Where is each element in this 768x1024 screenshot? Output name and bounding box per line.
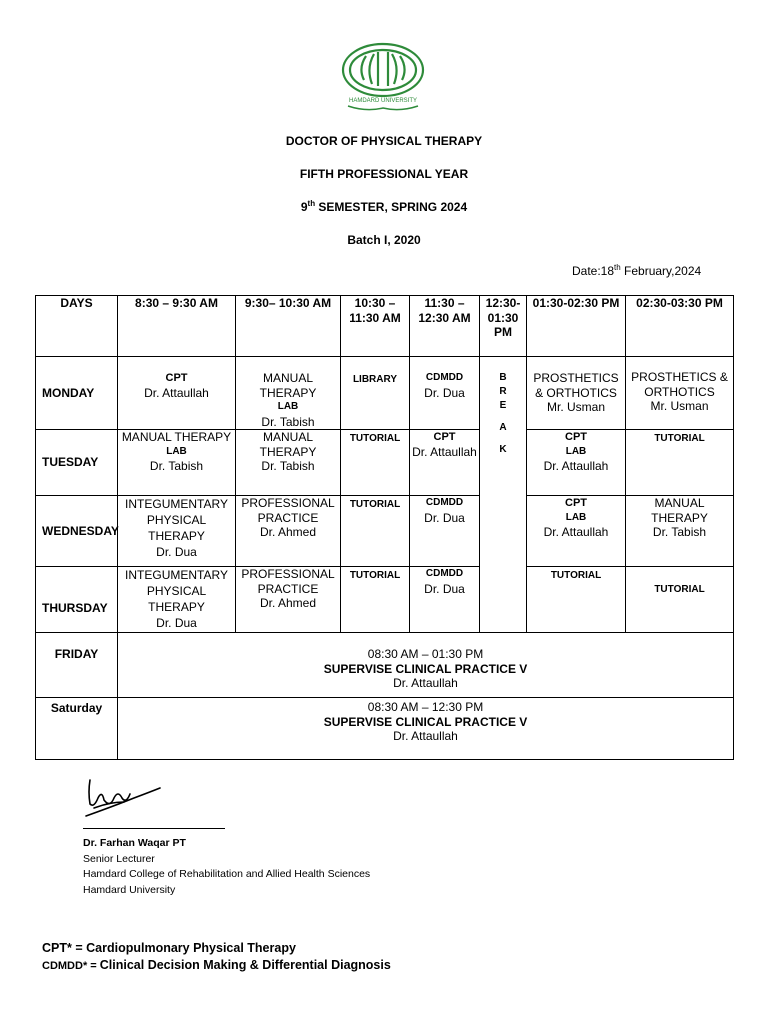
thursday-slot-4: CDMDD Dr. Dua (410, 567, 480, 633)
col-header-slot-4: 11:30 – 12:30 AM (410, 296, 480, 357)
saturday-session: 08:30 AM – 12:30 PM SUPERVISE CLINICAL PRACTICE V Dr. Attaullah (118, 698, 734, 760)
col-header-break: 12:30-01:30 PM (480, 296, 527, 357)
semester-title: 9th SEMESTER, SPRING 2024 (300, 199, 468, 214)
signatory-name: Dr. Farhan Waqar PT (83, 837, 186, 849)
day-wednesday: WEDNESDAY (36, 496, 118, 567)
batch-title: Batch I, 2020 (347, 233, 421, 247)
program-title: DOCTOR OF PHYSICAL THERAPY (285, 134, 483, 148)
thursday-slot-2: PROFESSIONAL PRACTICE Dr. Ahmed (236, 567, 341, 633)
thursday-slot-1: INTEGUMENTARY PHYSICAL THERAPY Dr. Dua (118, 567, 236, 633)
wednesday-slot-3: TUTORIAL (341, 496, 410, 567)
row-tuesday (36, 430, 734, 496)
tuesday-slot-3: TUTORIAL (341, 430, 410, 496)
col-header-slot-7: 02:30-03:30 PM (626, 296, 734, 357)
wednesday-slot-7: MANUAL THERAPY Dr. Tabish (626, 496, 734, 567)
thursday-slot-6: TUTORIAL (527, 567, 626, 633)
friday-session: 08:30 AM – 01:30 PM SUPERVISE CLINICAL PRACTICE V Dr. Attaullah (118, 633, 734, 698)
year-title: FIFTH PROFESSIONAL YEAR (299, 167, 469, 181)
tuesday-slot-7: TUTORIAL (626, 430, 734, 496)
thursday-slot-3: TUTORIAL (341, 567, 410, 633)
day-monday: MONDAY (36, 357, 118, 430)
monday-slot-3: LIBRARY (341, 357, 410, 430)
signatory-university: Hamdard University (83, 883, 176, 896)
monday-slot-2: MANUAL THERAPY LAB Dr. Tabish (236, 357, 341, 430)
tuesday-slot-1: MANUAL THERAPY LAB Dr. Tabish (118, 430, 236, 496)
footnote-cdmdd: CDMDD* = Clinical Decision Making & Differential Diagnosis (42, 958, 391, 972)
wednesday-slot-6: CPT LAB Dr. Attaullah (527, 496, 626, 567)
tuesday-slot-2: MANUAL THERAPY Dr. Tabish (236, 430, 341, 496)
row-friday (36, 633, 734, 698)
tuesday-slot-6: CPT LAB Dr. Attaullah (527, 430, 626, 496)
hamdard-university-logo (336, 40, 430, 112)
day-friday: FRIDAY (36, 633, 118, 698)
col-header-slot-3: 10:30 – 11:30 AM (341, 296, 410, 357)
wednesday-slot-4: CDMDD Dr. Dua (410, 496, 480, 567)
col-header-slot-2: 9:30– 10:30 AM (236, 296, 341, 357)
monday-slot-7: PROSTHETICS & ORTHOTICS Mr. Usman (626, 357, 734, 430)
col-header-slot-6: 01:30-02:30 PM (527, 296, 626, 357)
col-header-days: DAYS (36, 296, 118, 357)
signatory-department: Hamdard College of Rehabilitation and Allied Health Sciences (83, 868, 371, 880)
day-tuesday: TUESDAY (36, 430, 118, 496)
signature-line (83, 828, 225, 829)
monday-slot-1: CPT Dr. Attaullah (118, 357, 236, 430)
logo-text: HAMDARD UNIVERSITY (348, 98, 418, 104)
signatory-block (83, 836, 370, 898)
monday-slot-4: CDMDD Dr. Dua (410, 357, 480, 430)
header-row (36, 296, 734, 357)
row-thursday (36, 567, 734, 633)
wednesday-slot-1: INTEGUMENTARY PHYSICAL THERAPY Dr. Dua (118, 496, 236, 567)
row-wednesday (36, 496, 734, 567)
break-column: B R E A K (480, 357, 527, 633)
col-header-slot-1: 8:30 – 9:30 AM (118, 296, 236, 357)
signature-image (84, 778, 166, 822)
footnote-cpt: CPT* = Cardiopulmonary Physical Therapy (42, 941, 296, 955)
wednesday-slot-2: PROFESSIONAL PRACTICE Dr. Ahmed (236, 496, 341, 567)
day-saturday: Saturday (36, 698, 118, 760)
timetable (35, 295, 734, 760)
thursday-slot-7: TUTORIAL (626, 567, 734, 633)
schedule-date: Date:18th February,2024 (572, 263, 702, 278)
signatory-role: Senior Lecturer (83, 852, 155, 865)
monday-slot-6: PROSTHETICS & ORTHOTICS Mr. Usman (527, 357, 626, 430)
row-monday (36, 357, 734, 430)
day-thursday: THURSDAY (36, 567, 118, 633)
row-saturday (36, 698, 734, 760)
tuesday-slot-4: CPT Dr. Attaullah (410, 430, 480, 496)
